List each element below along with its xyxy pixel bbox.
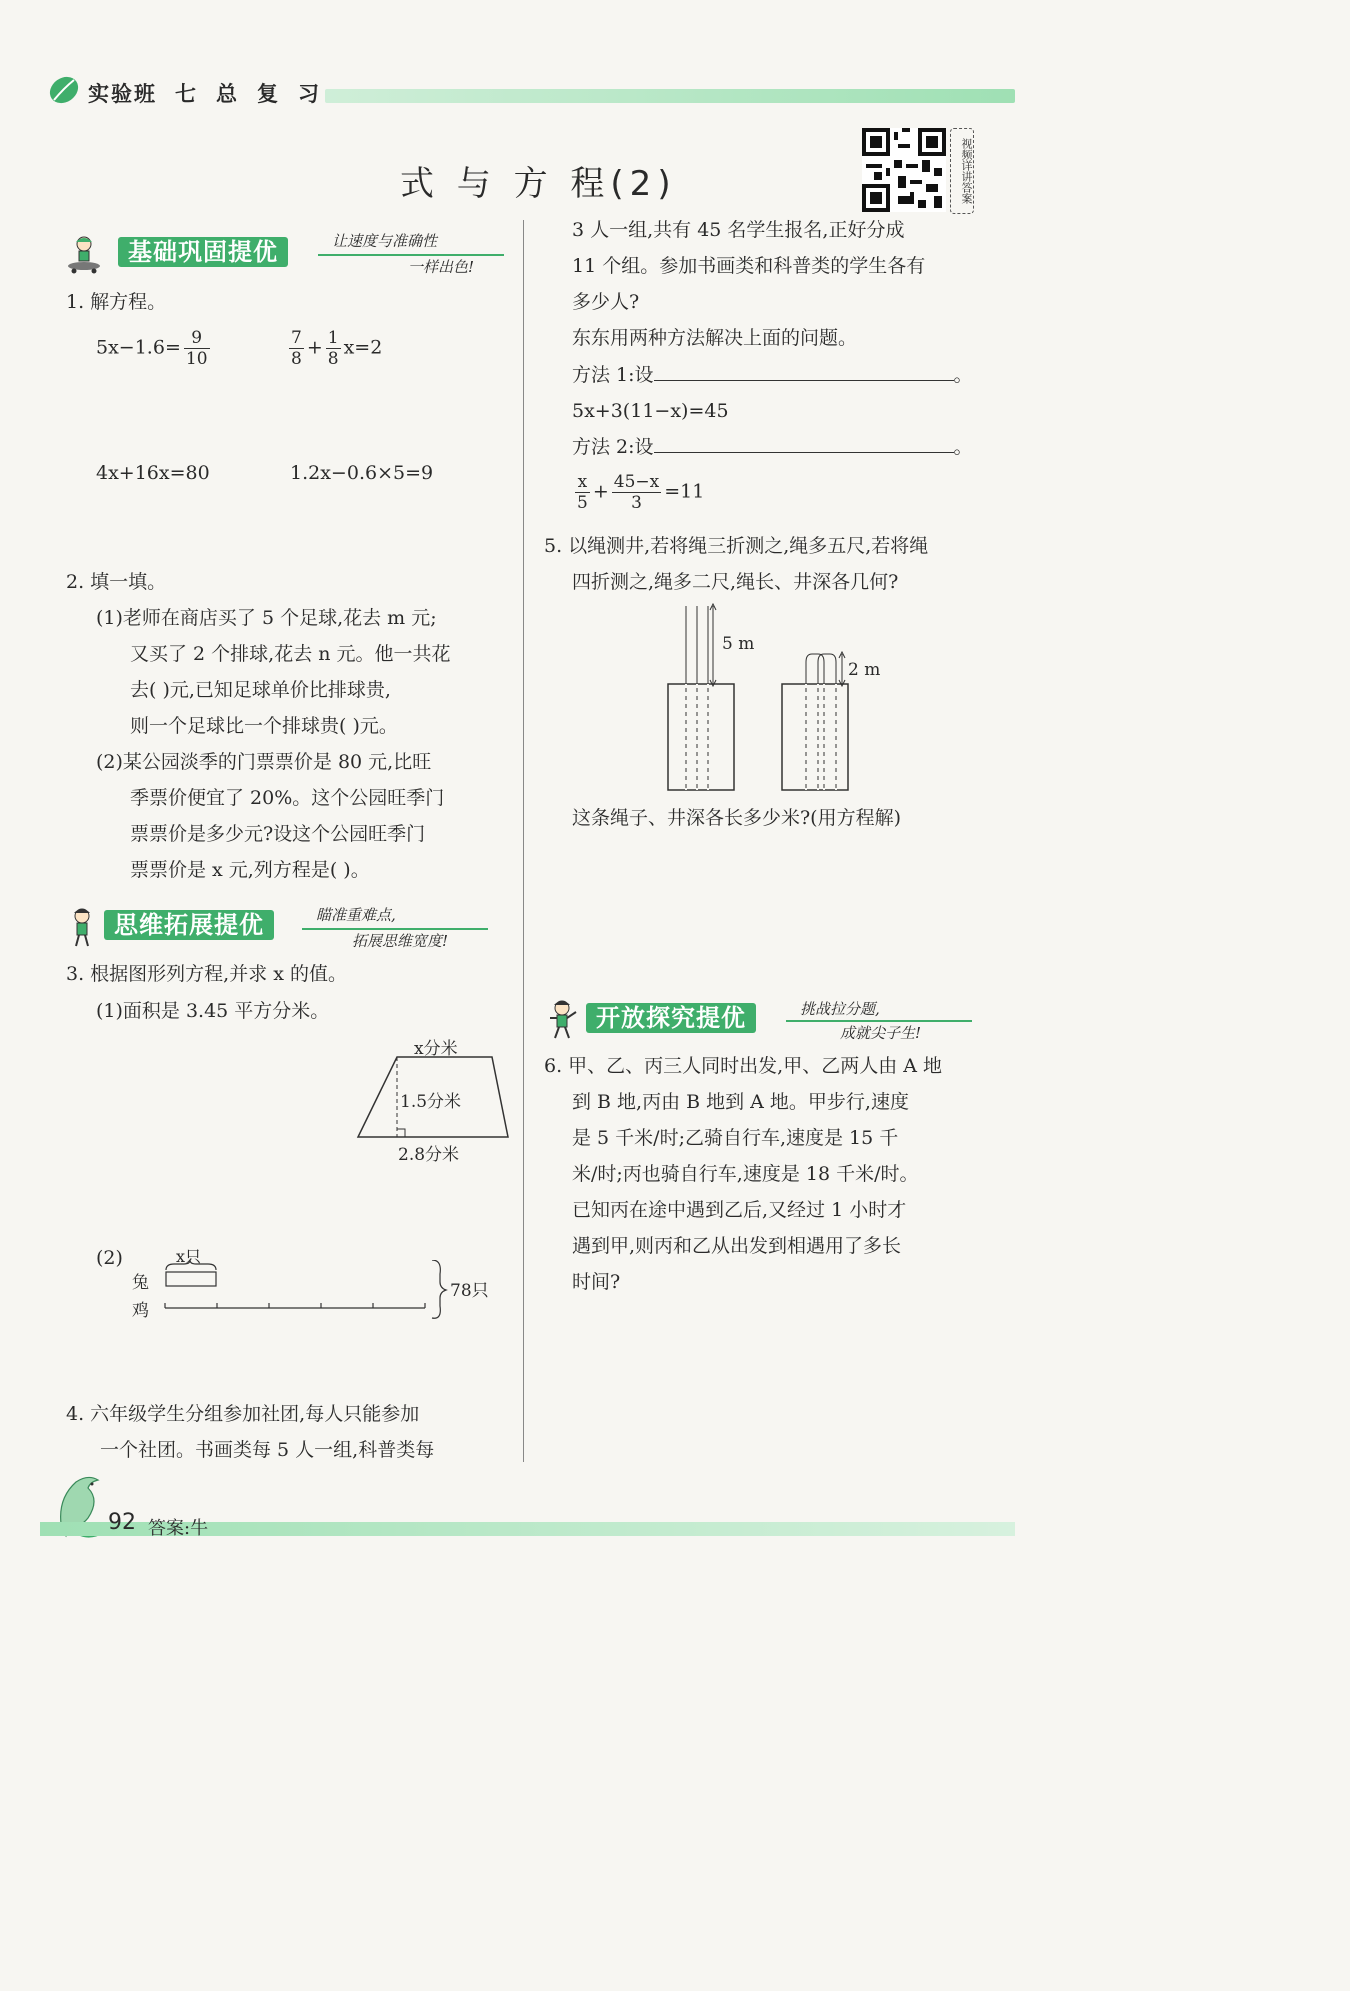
header-unit: 总 [216,82,239,106]
q2-p2-line1: (2)某公园淡季的门票票价是 80 元,比旺 [96,751,432,773]
q6-line1: 6. 甲、乙、丙三人同时出发,甲、乙两人由 A 地 [544,1055,943,1077]
q5-line1: 5. 以绳测井,若将绳三折测之,绳多五尺,若将绳 [544,535,929,557]
q4-eq2-f1-num: x [575,472,590,493]
q4-right-line2: 11 个组。参加书画类和科普类的学生各有 [572,255,926,277]
q2-p1-line3: 去( )元,已知足球单价比排球贵, [130,679,391,701]
q5-label-2m: 2 m [848,660,881,680]
q4-method1-label: 方法 1:设 [572,364,654,386]
q2-stem: 2. 填一填。 [66,571,167,593]
q2-p1-line4: 则一个足球比一个排球贵( )元。 [130,715,398,737]
trapezoid-height-label: 1.5分米 [400,1092,462,1112]
q2-p2-line3: 票票价是多少元?设这个公园旺季门 [130,823,426,845]
q3-total-label: 78只 [450,1281,489,1301]
q1-eq1-den: 10 [185,349,208,369]
q4-line1: 4. 六年级学生分组参加社团,每人只能参加 [66,1403,420,1425]
section-note-open-1: 挑战拉分题, [800,1000,880,1018]
answer-hint: 答案:牛 [148,1518,209,1539]
q1-eq3: 4x+16x=80 [96,462,210,484]
q3-part1: (1)面积是 3.45 平方分米。 [96,1000,330,1022]
q6-line4: 米/时;丙也骑自行车,速度是 18 千米/时。 [572,1163,919,1185]
header-review: 复 [257,82,280,106]
rabbit-segment [166,1272,216,1286]
trapezoid-bottom-label: 2.8分米 [398,1145,460,1165]
q1-eq2-f2-num: 1 [327,328,339,348]
header-review2: 习 [298,82,321,106]
q6-line5: 已知丙在途中遇到乙后,又经过 1 小时才 [572,1199,907,1221]
q4-method2-end: 。 [953,436,973,458]
well-right [782,652,848,790]
section-note-think-1: 瞄准重难点, [316,906,396,924]
q4-line2: 一个社团。书画类每 5 人一组,科普类每 [100,1439,435,1461]
header-band [325,89,1015,103]
q2-p2-line4: 票票价是 x 元,列方程是( )。 [130,859,370,881]
qr-code-icon[interactable] [862,128,946,212]
q4-method1-end: 。 [953,364,973,386]
q2-p2-line2: 季票价便宜了 20%。这个公园旺季门 [130,787,445,809]
q6-line3: 是 5 千米/时;乙骑自行车,速度是 15 千 [572,1127,899,1149]
section-badge-open: 开放探究提优 [586,1003,756,1033]
x-brace [166,1260,216,1270]
q1-eq2-f2-den: 8 [327,349,339,369]
qr-tag: 视频详讲答案 [950,128,974,214]
section-note-think-2: 拓展思维宽度! [352,932,449,950]
trapezoid-top-label: x分米 [414,1039,458,1059]
q4-eq2-plus: + [592,480,609,503]
section-note-open-2: 成就尖子生! [840,1024,922,1042]
q1-eq1-left: 5x−1.6= [96,336,181,359]
chicken-ticks [165,1303,425,1308]
page-title: 式 与 方 程(2) [400,164,677,204]
q1-eq2-f1-den: 8 [291,349,302,369]
q6-line2: 到 B 地,丙由 B 地到 A 地。甲步行,速度 [572,1091,909,1113]
q3-stem: 3. 根据图形列方程,并求 x 的值。 [66,963,348,985]
section-badge-think: 思维拓展提优 [104,910,274,940]
q5-line2: 四折测之,绳多二尺,绳长、井深各几何? [572,571,899,593]
q4-method2-label: 方法 2:设 [572,436,654,458]
q4-method2 [572,429,973,465]
section-note-basic-2: 一样出色! [408,258,475,276]
q1-stem: 1. 解方程。 [66,291,167,313]
page-number: 92 [108,1510,136,1535]
q1-eq2-f1-num: 7 [291,328,302,348]
well-left [668,604,734,790]
leaf-logo-icon [48,74,80,106]
section-note-basic-1: 让速度与准确性 [332,232,438,250]
right-angle-mark [397,1129,405,1137]
skateboard-kid-icon [62,232,106,276]
q4-right-line1: 3 人一组,共有 45 名学生报名,正好分成 [572,219,905,241]
q4-right-line4: 东东用两种方法解决上面的问题。 [572,327,858,349]
header-series: 实验班 [88,82,157,106]
q4-eq2-f2-num: 45−x [613,472,660,492]
q6-line7: 时间? [572,1271,621,1293]
q1-eq1-num: 9 [184,328,210,349]
q5-label-5m: 5 m [722,634,755,654]
q3-rabbit-label: 兔 [132,1273,149,1293]
q5-ask: 这条绳子、井深各长多少米?(用方程解) [572,807,902,829]
q1-eq4: 1.2x−0.6×5=9 [290,462,434,484]
q2-p1-line2: 又买了 2 个排球,花去 n 元。他一共花 [130,643,451,665]
thinking-kid-icon [62,904,106,948]
section-badge-basic: 基础巩固提优 [118,237,288,267]
q4-eq1: 5x+3(11−x)=45 [572,400,729,422]
q2-p1-line1: (1)老师在商店买了 5 个足球,花去 m 元; [96,607,437,629]
q1-eq2-plus: + [306,336,323,359]
q4-right-line3: 多少人? [572,291,640,313]
q4-eq2-f2-den: 3 [631,493,642,513]
q4-eq2-tail: =11 [664,480,705,503]
total-brace [432,1260,446,1318]
q4-eq2 [572,472,704,513]
q6-line6: 遇到甲,则丙和乙从出发到相遇用了多长 [572,1235,902,1257]
q3-chicken-label: 鸡 [132,1301,149,1321]
q4-method1-blank[interactable] [654,380,954,381]
header-title [88,78,339,108]
q1-eq1 [96,328,213,369]
q4-method1 [572,357,973,393]
q1-eq2 [286,328,382,369]
q3-x-label: x只 [176,1247,202,1266]
header-grade: 七 [175,82,198,106]
q1-eq2-tail: x=2 [343,336,383,359]
climbing-kid-icon [540,996,584,1040]
q4-method2-blank[interactable] [654,452,954,453]
q3-part2: (2) [96,1247,123,1269]
segment-diagram [160,1260,450,1320]
column-divider [523,220,524,1462]
q4-eq2-f1-den: 5 [577,493,588,513]
well-rope-figure [660,600,890,800]
